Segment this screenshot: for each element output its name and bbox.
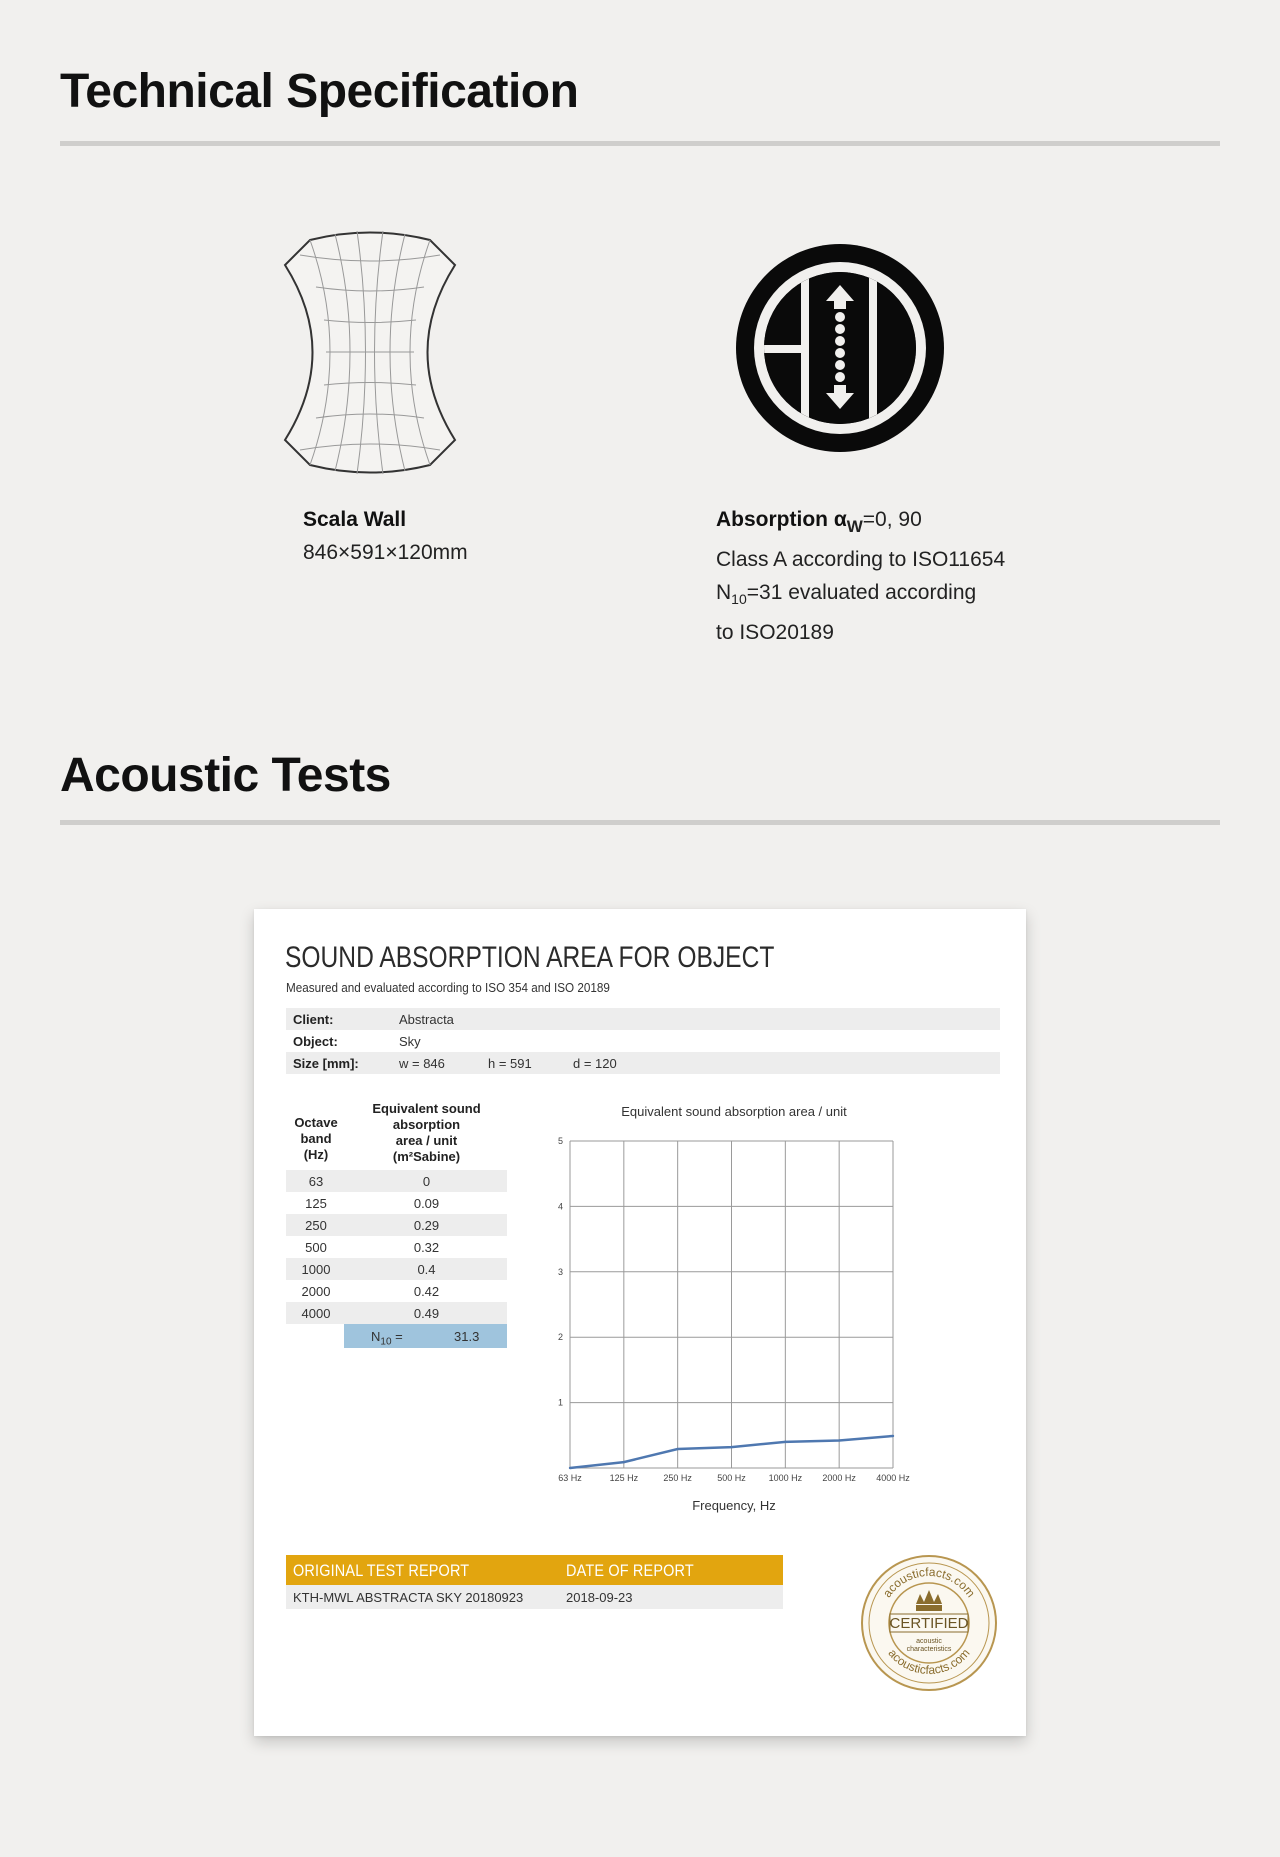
acoustic-test-report [254, 909, 1026, 1736]
x-tick-label: 250 Hz [663, 1473, 692, 1483]
table-row: 250 0.29 [286, 1214, 507, 1236]
date-of-report-value: 2018-09-23 [566, 1590, 633, 1605]
section-divider [60, 820, 1220, 825]
n-line-text: =31 evaluated according [746, 581, 977, 604]
x-tick-label: 1000 Hz [768, 1473, 803, 1483]
section-divider [60, 141, 1220, 146]
n10-line [716, 576, 1005, 616]
table-row: 1000 0.4 [286, 1258, 507, 1280]
data-point [569, 1467, 571, 1469]
size-label: Size [mm]: [293, 1056, 359, 1071]
certified-seal-icon [860, 1554, 998, 1692]
svg-text:acousticfacts.com: acousticfacts.com [885, 1645, 973, 1678]
header-band: Octave band (Hz) [294, 1115, 338, 1162]
svg-text:acoustic: acoustic [916, 1638, 942, 1645]
report-reference-row [286, 1585, 783, 1609]
report-subtitle: Measured and evaluated according to ISO 354 and ISO 20189 [286, 980, 610, 995]
table-row: 125 0.09 [305, 1196, 440, 1211]
original-report-value: KTH-MWL ABSTRACTA SKY 20180923 [293, 1590, 524, 1605]
date-of-report-label: DATE OF REPORT [566, 1561, 694, 1580]
client-value: Abstracta [399, 1012, 454, 1027]
object-row [286, 1030, 1000, 1052]
svg-text:acousticfacts.com: acousticfacts.com [879, 1564, 978, 1600]
size-d: d = 120 [573, 1056, 617, 1071]
client-label: Client: [293, 1012, 334, 1027]
table-row: 500 0.32 [305, 1240, 440, 1255]
size-row [286, 1052, 1000, 1074]
n-prefix: N [716, 581, 732, 604]
absorption-line [716, 503, 1005, 543]
n10-label: $N_{10}$ = [371, 1329, 403, 1348]
data-point [784, 1441, 786, 1443]
x-axis-label: Frequency, Hz [692, 1498, 776, 1513]
y-tick-label: 3 [557, 1266, 563, 1277]
x-tick-label: 2000 Hz [822, 1473, 856, 1483]
table-row: 63 0 [286, 1170, 507, 1192]
x-tick-label: 125 Hz [609, 1473, 639, 1483]
header-area: Equivalent sound absorption area / unit (m²Sabine) [372, 1101, 481, 1164]
client-row [286, 1008, 1000, 1030]
product-outline-icon [280, 225, 460, 480]
absorption-label: Absorption α [716, 508, 847, 531]
object-value: Sky [399, 1034, 421, 1049]
report-reference-header [286, 1555, 783, 1585]
table-row: 2000 0.42 [301, 1284, 440, 1299]
object-label: Object: [293, 1034, 338, 1049]
absorption-spec [716, 503, 1005, 649]
absorption-value: =0, 90 [862, 508, 922, 531]
data-point [892, 1435, 894, 1437]
chart-title: Equivalent sound absorption area / unit [621, 1104, 847, 1119]
y-tick-label: 2 [557, 1332, 563, 1343]
product-dimensions: 846×591×120mm [303, 541, 468, 564]
size-w: w = 846 [399, 1056, 445, 1071]
section-title-technical: Technical Specification [60, 65, 579, 118]
n10-value: 31.3 [454, 1329, 480, 1344]
n10-line-2: to ISO20189 [716, 621, 834, 644]
x-tick-label: 63 Hz [558, 1473, 582, 1483]
report-title: SOUND ABSORPTION AREA FOR OBJECT [285, 941, 775, 974]
y-tick-label: 4 [557, 1201, 563, 1212]
product-spec [303, 503, 468, 569]
x-tick-label: 500 Hz [717, 1473, 746, 1483]
absorption-class-icon [735, 243, 945, 453]
svg-text:characteristics: characteristics [906, 1646, 952, 1653]
svg-text:CERTIFIED: CERTIFIED [889, 1615, 969, 1632]
data-point [730, 1446, 732, 1448]
absorption-line-chart [544, 1121, 914, 1496]
y-tick-label: 1 [557, 1397, 563, 1408]
table-row: 4000 0.49 [286, 1302, 507, 1324]
section-title-acoustic: Acoustic Tests [60, 749, 391, 802]
n-subscript: 10 [731, 591, 747, 607]
x-tick-label: 4000 Hz [876, 1473, 910, 1483]
data-point [838, 1439, 840, 1441]
data-point [676, 1448, 678, 1450]
absorption-subscript: W [846, 517, 863, 536]
original-report-label: ORIGINAL TEST REPORT [293, 1561, 470, 1580]
product-name: Scala Wall [303, 508, 407, 531]
class-line: Class A according to ISO11654 [716, 548, 1006, 571]
y-tick-label: 5 [557, 1136, 563, 1146]
size-h: h = 591 [488, 1056, 532, 1071]
n10-total-row [344, 1324, 507, 1348]
data-point [623, 1461, 625, 1463]
